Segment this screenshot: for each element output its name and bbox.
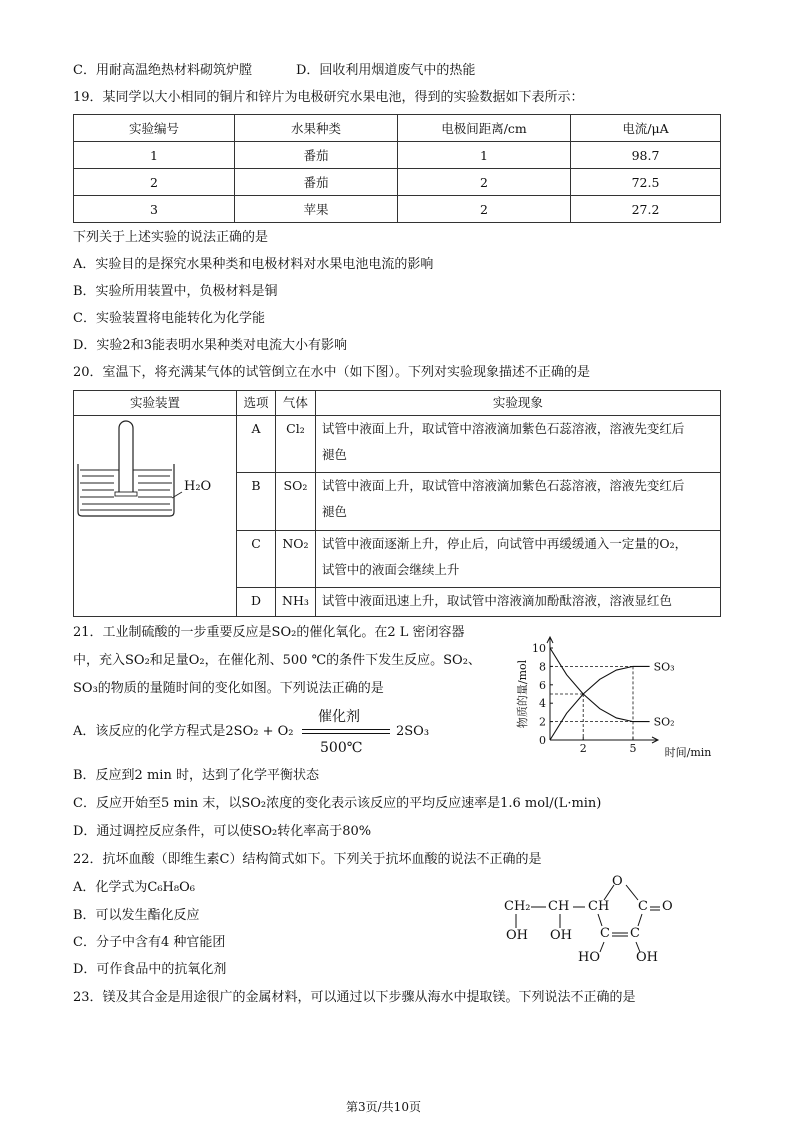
option-label: A: [237, 416, 276, 473]
y-tick-label: 8: [539, 660, 546, 674]
struct-c-left: C: [600, 926, 610, 941]
table-row: [74, 169, 721, 196]
structure-bonds: [500, 872, 700, 972]
q21-catalyst-label: 催化剂: [318, 709, 360, 725]
table-header: 电流/μA: [571, 115, 721, 142]
table-header: 实验编号: [74, 115, 235, 142]
q21-stem-line3: SO₃的物质的量随时间的变化如图。下列说法正确的是: [73, 681, 384, 696]
struct-ch-a: CH: [548, 899, 570, 914]
q19-option-d: D．实验2和3能表明水果种类对电流大小有影响: [73, 338, 347, 353]
struct-o-ring: O: [612, 874, 623, 889]
y-tick-label: 2: [539, 715, 546, 729]
series-label: SO₃: [653, 660, 675, 674]
y-tick-label: 4: [539, 697, 546, 711]
q22-option-b: B．可以发生酯化反应: [73, 908, 200, 923]
series-line: [550, 648, 650, 722]
struct-oh-4: OH: [636, 950, 658, 965]
table-header-row: [74, 391, 721, 416]
table-row: [74, 416, 721, 473]
table-header-row: [74, 115, 721, 142]
phenomenon-cell: [315, 473, 720, 530]
y-tick-label: 6: [539, 678, 546, 692]
q21-stem-line1: 21．工业制硫酸的一步重要反应是SO₂的催化氧化。在2 L 密闭容器: [73, 625, 465, 640]
phenomenon-line: 试管中液面迅速上升，取试管中溶液滴加酚酞溶液，溶液显红色: [321, 592, 672, 608]
table-cell: 番茄: [235, 142, 398, 169]
q23-stem: 23．镁及其合金是用途很广的金属材料，可以通过以下步骤从海水中提取镁。下列说法不正确的是: [73, 990, 636, 1005]
struct-ch-b: CH: [588, 899, 610, 914]
phenomenon-line: 褪色: [321, 447, 347, 462]
y-tick-label: 10: [532, 642, 546, 655]
struct-c-right: C: [630, 926, 640, 941]
struct-oh-1: OH: [506, 928, 528, 943]
table-cell: 98.7: [571, 142, 721, 169]
gas-label: NH₃: [276, 587, 316, 616]
q22-stem: 22．抗坏血酸（即维生素C）结构简式如下。下列关于抗坏血酸的说法不正确的是: [73, 852, 542, 867]
option-label: C: [237, 530, 276, 587]
q18-option-d: D．回收利用烟道废气中的热能: [296, 63, 476, 78]
phenomenon-line: 褪色: [321, 504, 347, 520]
option-label: D: [237, 587, 276, 616]
q19-stem: 19．某同学以大小相同的铜片和锌片为电极研究水果电池，得到的实验数据如下表所示：: [73, 90, 584, 105]
y-tick-label: 0: [539, 734, 546, 747]
table-header: 实验装置: [74, 391, 237, 416]
q22-option-d: D．可作食品中的抗氧化剂: [73, 962, 227, 977]
phenomenon-line: 试管中的液面会继续上升: [321, 561, 460, 577]
q20-table: [73, 390, 721, 617]
q21-option-a-product: 2SO₃: [396, 724, 430, 739]
table-cell: 2: [74, 169, 235, 196]
struct-ho-3: HO: [578, 950, 600, 965]
series-line: [550, 666, 650, 740]
q21-option-a-prefix: A．该反应的化学方程式是2SO₂ + O₂: [73, 724, 294, 739]
table-cell: 1: [74, 142, 235, 169]
struct-ch2: CH₂: [504, 899, 531, 914]
q19-table: [73, 114, 721, 223]
q19-option-b: B．实验所用装置中，负极材料是铜: [73, 284, 278, 299]
table-cell: 2: [398, 169, 571, 196]
table-cell: 72.5: [571, 169, 721, 196]
phenomenon-line: 试管中液面上升，取试管中溶液滴加紫色石蕊溶液，溶液先变红后: [321, 421, 685, 436]
struct-oh-2: OH: [550, 928, 572, 943]
table-cell: 1: [398, 142, 571, 169]
table-row: [74, 196, 721, 223]
q22-option-a: A．化学式为C₆H₈O₆: [73, 880, 195, 895]
table-cell: 2: [398, 196, 571, 223]
x-tick-label: 5: [629, 742, 637, 755]
q18-option-c: C．用耐高温绝热材料砌筑炉膛: [73, 63, 252, 78]
x-axis-title: 时间/min: [664, 746, 712, 759]
table-header: 选项: [237, 391, 276, 416]
table-row: [74, 142, 721, 169]
page-footer: 第3页/共10页: [346, 1100, 421, 1114]
water-label: H₂O: [184, 479, 212, 494]
gas-label: Cl₂: [276, 416, 316, 473]
table-header: 实验现象: [315, 391, 720, 416]
x-tick-label: 2: [579, 742, 587, 755]
q21-temperature-label: 500℃: [320, 740, 363, 756]
ascorbic-acid-structure: [500, 872, 700, 972]
struct-o-double: O: [662, 899, 673, 914]
series-label: SO₂: [653, 715, 675, 729]
table-header: 水果种类: [235, 115, 398, 142]
phenomenon-line: 试管中液面逐渐上升，停止后，向试管中再缓缓通入一定量的O₂，: [321, 535, 688, 551]
phenomenon-cell: [315, 587, 720, 616]
q22-option-c: C．分子中含有4 种官能团: [73, 935, 226, 950]
phenomenon-cell: [315, 530, 720, 587]
option-label: B: [237, 473, 276, 530]
q19-question: 下列关于上述实验的说法正确的是: [73, 230, 269, 245]
equals-arrow: [302, 728, 390, 736]
apparatus-cell: [74, 416, 237, 617]
q21-stem-line2: 中，充入SO₂和足量O₂，在催化剂、500 ℃的条件下发生反应。SO₂、: [73, 653, 481, 668]
table-cell: 番茄: [235, 169, 398, 196]
q21-option-b: B．反应到2 min 时，达到了化学平衡状态: [73, 768, 319, 783]
q21-option-c: C．反应开始至5 min 末，以SO₂浓度的变化表示该反应的平均反应速率是1.6 mol/(L·min): [73, 796, 602, 811]
q19-option-a: A．实验目的是探究水果种类和电极材料对水果电池电流的影响: [73, 257, 434, 272]
phenomenon-cell: [315, 416, 720, 473]
table-cell: 27.2: [571, 196, 721, 223]
inverted-test-tube-diagram: [74, 416, 234, 616]
q19-option-c: C．实验装置将电能转化为化学能: [73, 311, 265, 326]
gas-label: SO₂: [276, 473, 316, 530]
q20-stem: 20．室温下，将充满某气体的试管倒立在水中（如下图）。下列对实验现象描述不正确的是: [73, 365, 591, 380]
y-axis-title: 物质的量/mol: [516, 659, 529, 729]
table-cell: 苹果: [235, 196, 398, 223]
table-header: 气体: [276, 391, 316, 416]
table-cell: 3: [74, 196, 235, 223]
q21-option-d: D．通过调控反应条件，可以使SO₂转化率高于80%: [73, 824, 372, 839]
struct-c-carbonyl: C: [638, 899, 648, 914]
gas-label: NO₂: [276, 530, 316, 587]
phenomenon-line: 试管中液面上升，取试管中溶液滴加紫色石蕊溶液，溶液先变红后: [321, 478, 685, 494]
table-header: 电极间距离/cm: [398, 115, 571, 142]
q21-chart: [500, 632, 730, 764]
